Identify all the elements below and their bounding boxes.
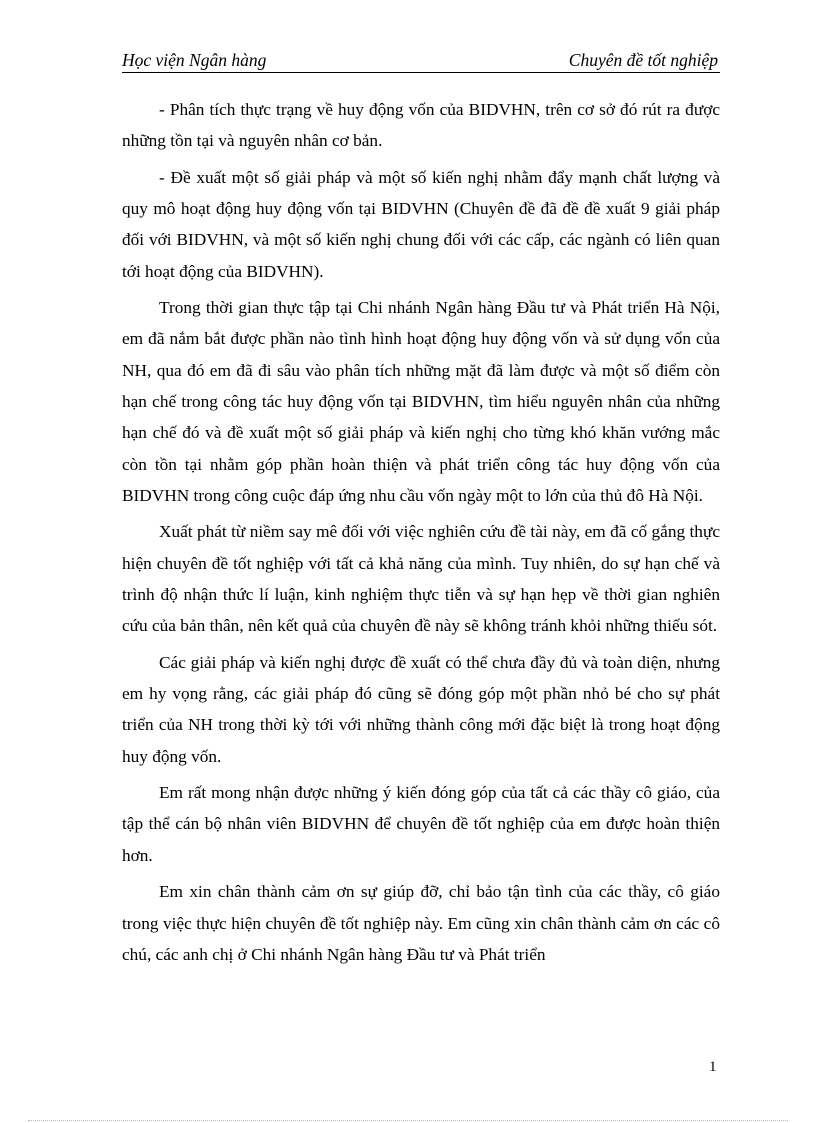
page-number: 1: [709, 1059, 717, 1075]
header-right-title: Chuyên đề tốt nghiệp: [568, 50, 718, 70]
paragraph-thanks: Em xin chân thành cảm ơn sự giúp đỡ, chỉ bảo tận tình của các thầy, cô giáo trong việc thực hiện chuyên đề tốt nghiệp này. Em cũng xin chân thành cảm ơn các cô chú, các anh chị ở Chi nhánh Ngân hàng Đầu tư và Phát triển: [122, 882, 720, 964]
paragraph-motivation: Xuất phát từ niềm say mê đối với việc nghiên cứu đề tài này, em đã cố gắng thực hiện chuyên đề tốt nghiệp với tất cả khả năng của mình. Tuy nhiên, do sự hạn chế và trình độ nhận thức lí luận, kinh nghiệm thực tiễn và sự hạn hẹp về thời gian nghiên cứu của bản thân, nên kết quả của chuyên đề này sẽ không tránh khỏi những thiếu sót.: [122, 522, 720, 636]
paragraph-internship: Trong thời gian thực tập tại Chi nhánh Ngân hàng Đầu tư và Phát triển Hà Nội, em đã nắm bắt được phần nào tình hình hoạt động huy động vốn và sử dụng vốn của NH, qua đó em đã đi sâu vào phân tích những mặt đã làm được và một số điểm còn hạn chế trong công tác huy động vốn tại BIDVHN, tìm hiểu nguyên nhân của những hạn chế đó và đề xuất một số giải pháp và kiến nghị cho từng khó khăn vướng mắc còn tồn tại nhằm góp phần hoàn thiện và phát triển công tác huy động vốn của BIDVHN trong công cuộc đáp ứng nhu cầu vốn ngày một to lớn của thủ đô Hà Nội.: [122, 298, 720, 505]
document-body: [122, 94, 720, 975]
paragraph-proposal: - Đề xuất một số giải pháp và một số kiến nghị nhằm đẩy mạnh chất lượng và quy mô hoạt động huy động vốn tại BIDVHN (Chuyên đề đã đề đề xuất 9 giải pháp đối với BIDVHN, và một số kiến nghị chung đối với các cấp, các ngành có liên quan tới hoạt động của BIDVHN).: [122, 167, 720, 281]
header-left-title: Học viện Ngân hàng: [122, 50, 267, 70]
paragraph-feedback: Em rất mong nhận được những ý kiến đóng góp của tất cả các thầy cô giáo, của tập thể cán bộ nhân viên BIDVHN để chuyên đề tốt nghiệp của em được hoàn thiện hơn.: [122, 783, 720, 865]
paragraph-analysis: - Phân tích thực trạng về huy động vốn của BIDVHN, trên cơ sở đó rút ra được những tồn tại và nguyên nhân cơ bản.: [122, 100, 720, 151]
page-bottom-divider: [28, 1120, 788, 1121]
page-header: [122, 48, 720, 73]
paragraph-solutions: Các giải pháp và kiến nghị được đề xuất có thể chưa đầy đủ và toàn diện, nhưng em hy vọng rằng, các giải pháp đó cũng sẽ đóng góp một phần nhỏ bé cho sự phát triển của NH trong thời kỳ tới với những thành công mới đặc biệt là trong hoạt động huy động vốn.: [122, 652, 720, 766]
